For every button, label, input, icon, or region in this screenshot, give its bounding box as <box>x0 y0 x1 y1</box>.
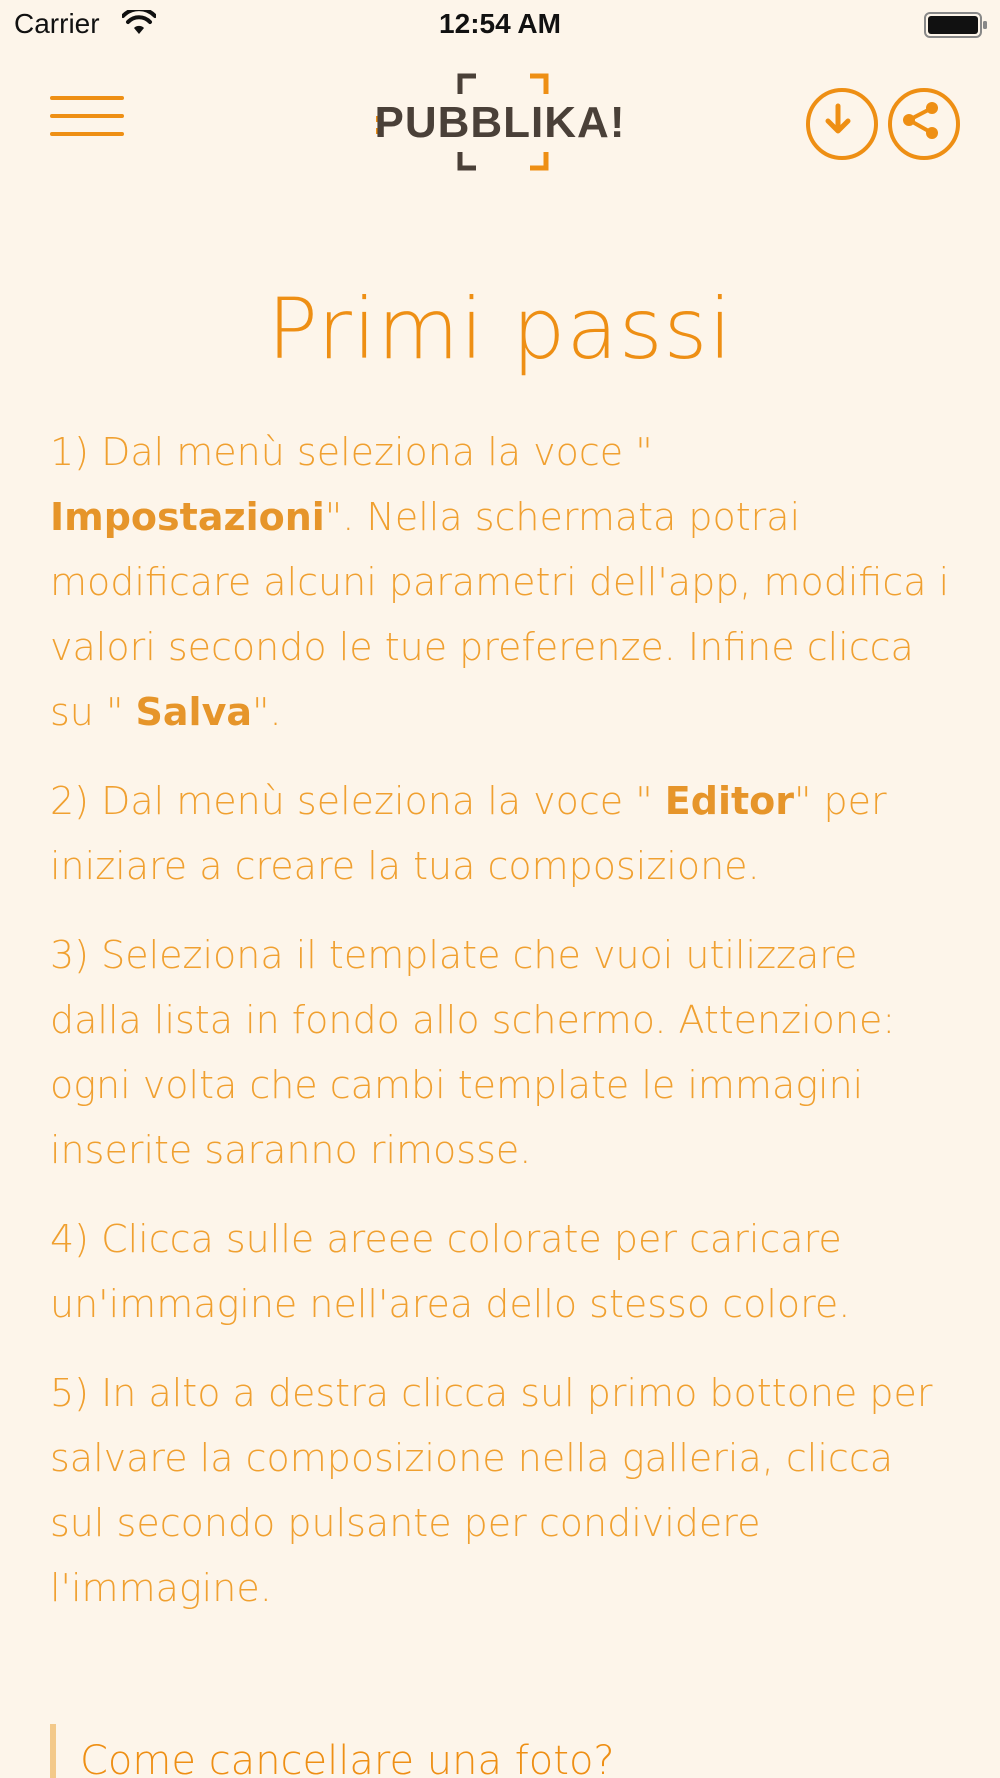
share-button[interactable] <box>888 88 960 160</box>
share-icon <box>892 92 956 156</box>
step-5: 5) In alto a destra clicca sul primo bottone per salvare la composizione nella galleria, clicca sul secondo pulsante per condividere l'immagine. <box>50 1371 933 1610</box>
faq-title: Come cancellare una foto? <box>80 1738 615 1778</box>
logo-text: PUBBLIKA! <box>374 98 626 147</box>
step-1: 1) Dal menù seleziona la voce " Impostazioni". Nella schermata potrai modificare alcuni parametri dell'app, modifica i valori secondo le tue preferenze. Infine clicca su " Salva". <box>50 430 950 734</box>
steps-list <box>50 420 950 1645</box>
battery-icon <box>924 10 988 40</box>
hamburger-menu-icon[interactable] <box>44 92 126 150</box>
step-2: 2) Dal menù seleziona la voce " Editor" per iniziare a creare la tua composizione. <box>50 779 887 888</box>
carrier-label: Carrier <box>14 8 100 39</box>
download-arrow-icon <box>810 92 874 156</box>
page-title: Primi passi <box>267 280 733 378</box>
download-button[interactable] <box>806 88 878 160</box>
status-bar <box>0 0 1000 50</box>
status-time: 12:54 AM <box>439 8 561 39</box>
faq-block <box>50 1724 956 1778</box>
step-3: 3) Seleziona il template che vuoi utilizzare dalla lista in fondo allo schermo. Attenzione: ogni volta che cambi template le immagini inserite saranno rimosse. <box>50 933 896 1172</box>
step-4: 4) Clicca sulle areee colorate per caricare un'immagine nell'area dello stesso colore. <box>50 1217 851 1326</box>
app-header <box>0 60 1000 180</box>
app-logo <box>372 72 628 172</box>
